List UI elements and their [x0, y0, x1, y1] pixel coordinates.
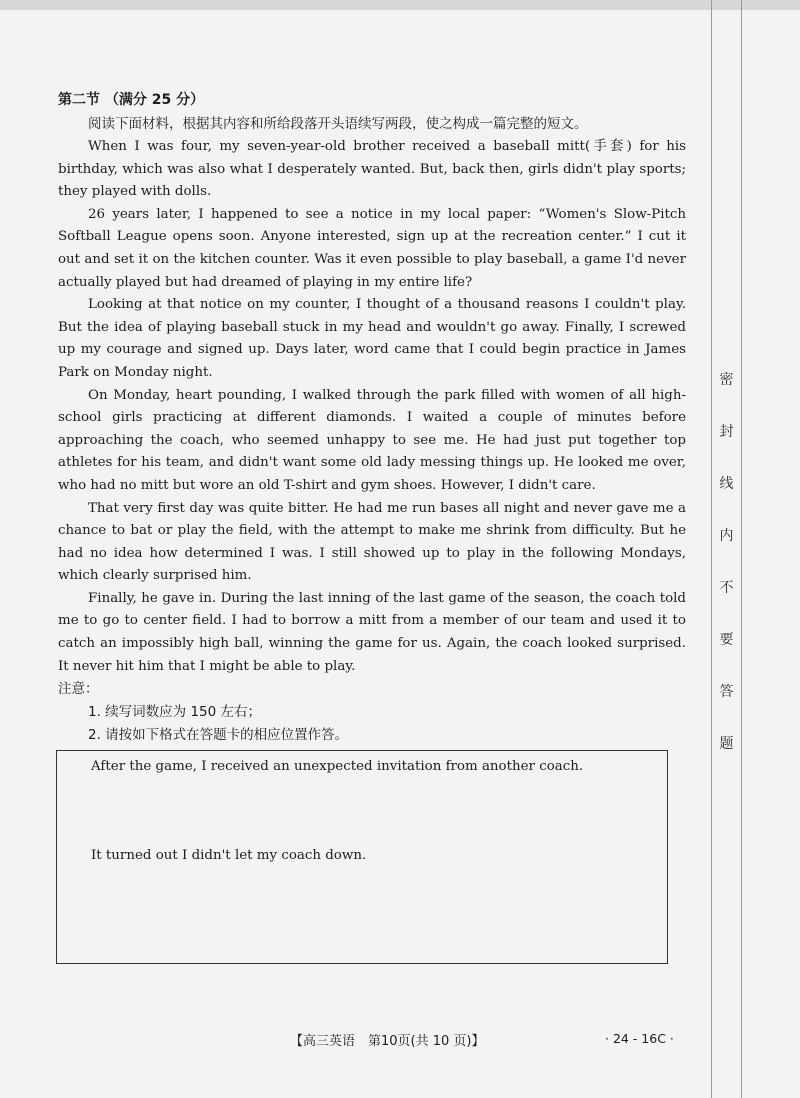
seal-char: 封 [719, 424, 734, 440]
seal-char: 题 [719, 736, 734, 752]
exam-content [58, 88, 686, 747]
section-title: 第二节 （满分 25 分） [58, 92, 205, 108]
seal-char: 要 [719, 632, 734, 648]
page-top-edge [0, 0, 800, 10]
answer-paragraph-opener-1: After the game, I received an unexpected invitation from another coach. [91, 759, 584, 774]
notes-title: 注意： [58, 681, 99, 698]
passage-paragraph: When I was four, my seven-year-old brother received a baseball mitt(手套) for his birthday, which was also what I desperately wanted. But, back then, girls didn't play sports; they played with dolls. [58, 139, 686, 200]
passage-paragraph: On Monday, heart pounding, I walked through the park filled with women of all high-school girls practicing at different diamonds. I waited a couple of minutes before approaching the coach, who seemed unhappy to see me. He had just put together top athletes for his team, and didn't want some old lady messing things up. He looked me over, who had no mitt but wore an old T-shirt and gym shoes. However, I didn't care. [58, 387, 686, 493]
note-item: 1. 续写词数应为 150 左右； [88, 704, 262, 721]
seal-char: 线 [719, 476, 734, 492]
passage-paragraph: That very first day was quite bitter. He had me run bases all night and never gave me a chance to bat or play the field, with the attempt to make me shrink from difficulty. But he had no idea how determined I was. I still showed up to play in the following Mondays, which clearly surprised him. [58, 500, 686, 584]
seal-char: 内 [719, 528, 734, 544]
answer-paragraph-opener-2: It turned out I didn't let my coach down. [91, 848, 367, 863]
passage-paragraph: Looking at that notice on my counter, I thought of a thousand reasons I couldn't play. But the idea of playing baseball stuck in my head and wouldn't go away. Finally, I screwed up my courage and signed up. Days later, word came that I could begin practice in James Park on Monday night. [58, 297, 686, 380]
seal-char: 密 [719, 372, 734, 388]
binding-line-right [741, 0, 742, 1098]
passage-paragraph: Finally, he gave in. During the last inning of the last game of the season, the coach told me to go to center field. I had to borrow a mitt from a member of our team and used it to catch an impossibly high ball, winning the game for us. Again, the coach looked surprised. It never hit him that I might be able to play. [58, 590, 686, 674]
note-item: 2. 请按如下格式在答题卡的相应位置作答。 [88, 727, 349, 744]
seal-line-notice [712, 372, 741, 752]
section-instruction: 阅读下面材料，根据其内容和所给段落开头语续写两段，使之构成一篇完整的短文。 [88, 116, 588, 132]
passage-paragraph: 26 years later, I happened to see a notice in my local paper: “Women's Slow-Pitch Softball League opens soon. Anyone interested, sign up at the recreation center.” I cut it out and set it on the kitchen counter. Was it even possible to play baseball, a game I'd never actually played but had dreamed of playing in my entire life? [58, 206, 686, 290]
seal-char: 答 [719, 684, 734, 700]
paper-code: · 24 - 16C · [605, 1031, 674, 1046]
seal-char: 不 [719, 580, 734, 596]
page-footer [0, 1030, 800, 1050]
answer-box [56, 750, 668, 964]
page-label: 【高三英语 第10页(共 10 页)】 [290, 1034, 485, 1049]
